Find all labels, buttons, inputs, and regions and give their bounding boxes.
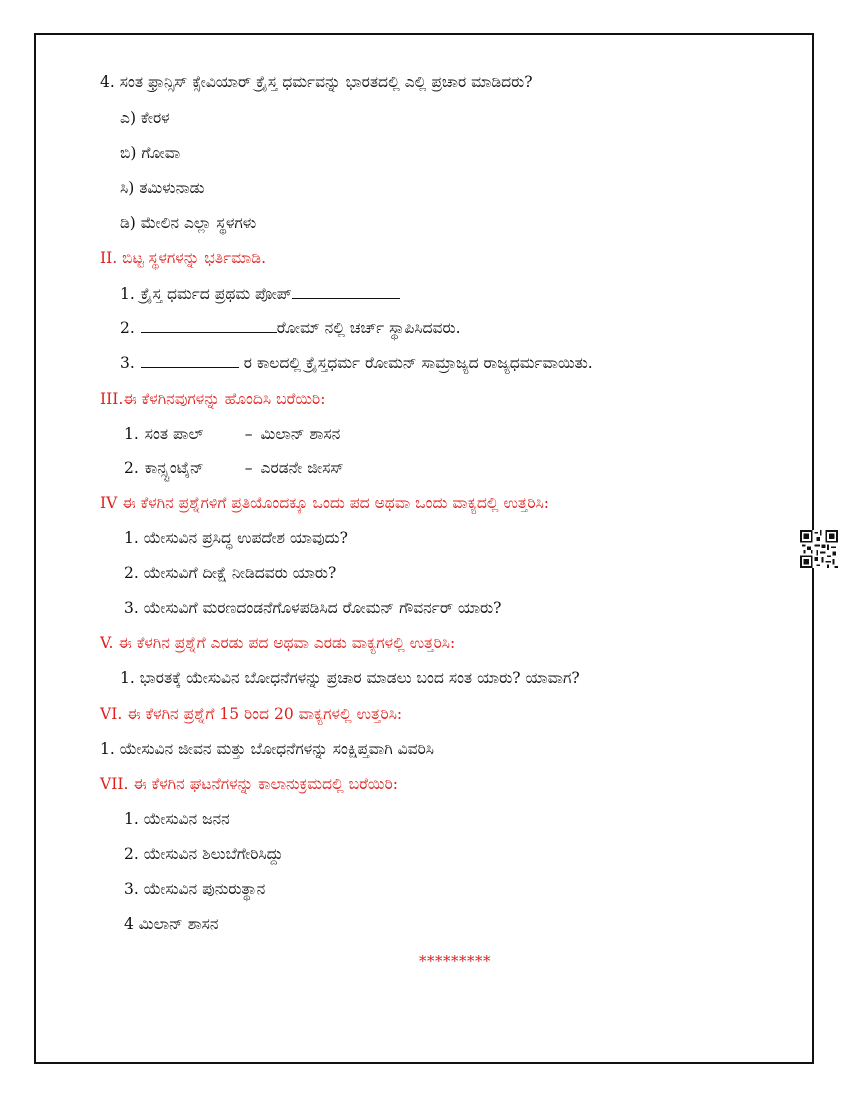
match-left: ಸಂತ ಪಾಲ್: [144, 425, 204, 443]
short-answer-item-1: 1. ಯೇಸುವಿನ ಪ್ರಸಿದ್ಧ ಉಪದೇಶ ಯಾವುದು?: [124, 529, 348, 547]
chronology-item-2: 2. ಯೇಸುವಿನ ಶಿಲುಬೆಗೇರಿಸಿದ್ದು: [124, 845, 284, 863]
qr-code-icon: [800, 530, 838, 568]
match-dash: –: [244, 459, 253, 477]
answer-blank[interactable]: [292, 284, 400, 299]
end-of-page-mark: *********: [419, 952, 491, 970]
item-number: 3.: [120, 354, 135, 372]
answer-blank[interactable]: [141, 353, 239, 368]
chronology-item-1: 1. ಯೇಸುವಿನ ಜನನ: [124, 810, 230, 828]
item-number: 1.: [120, 285, 135, 303]
short-answer-item-2: 2. ಯೇಸುವಿಗೆ ದೀಕ್ಷೆ ನೀಡಿದವರು ಯಾರು?: [124, 564, 337, 582]
match-item-2: [124, 458, 344, 478]
fill-text: ಕ್ರೈಸ್ತ ಧರ್ಮದ ಪ್ರಥಮ ಪೋಪ್: [140, 285, 292, 303]
section-2-heading: II. ಬಿಟ್ಟ ಸ್ಥಳಗಳನ್ನು ಭರ್ತಿಮಾಡಿ.: [100, 249, 266, 267]
fill-item-2: [120, 318, 461, 338]
chronology-item-3: 3. ಯೇಸುವಿನ ಪುನುರುತ್ಥಾನ: [124, 880, 266, 898]
section-3-heading: III.ಈ ಕೆಳಗಿನವುಗಳನ್ನು ಹೊಂದಿಸಿ ಬರೆಯಿರಿ:: [100, 390, 326, 408]
match-dash: –: [244, 425, 253, 443]
section-4-heading: IV ಈ ಕೆಳಗಿನ ಪ್ರಶ್ನೆಗಳಿಗೆ ಪ್ರತಿಯೊಂದಕ್ಕೂ ಒಂದು ಪದ ಅಥವಾ ಒಂದು ವಾಕ್ಯದಲ್ಲಿ ಉತ್ತರಿಸಿ:: [100, 494, 550, 512]
item-number: 2.: [124, 459, 139, 477]
item-number: 1.: [124, 425, 139, 443]
fill-item-3: [120, 353, 593, 373]
essay-item-1: 1. ಯೇಸುವಿನ ಜೀವನ ಮತ್ತು ಬೋಧನೆಗಳನ್ನು ಸಂಕ್ಷಿಪ್ತವಾಗಿ ವಿವರಿಸಿ: [100, 740, 434, 758]
short-answer-item-3: 3. ಯೇಸುವಿಗೆ ಮರಣದಂಡನೆಗೊಳಪಡಿಸಿದ ರೋಮನ್ ಗೌವರ್ನರ್ ಯಾರು?: [124, 599, 502, 617]
q4-option-c: ಸಿ) ತಮಿಳುನಾಡು: [120, 179, 205, 197]
match-right: ಎರಡನೇ ಜೀಸಸ್: [260, 459, 344, 477]
chronology-item-4: 4 ಮಿಲಾನ್ ಶಾಸನ: [124, 915, 219, 933]
section-5-heading: V. ಈ ಕೆಳಗಿನ ಪ್ರಶ್ನೆಗೆ ಎರಡು ಪದ ಅಥವಾ ಎರಡು ವಾಕ್ಯಗಳಲ್ಲಿ ಉತ್ತರಿಸಿ:: [100, 634, 456, 652]
answer-blank[interactable]: [141, 318, 277, 333]
match-right: ಮಿಲಾನ್ ಶಾಸನ: [260, 425, 341, 443]
q4-option-b: ಬಿ) ಗೋವಾ: [120, 144, 181, 162]
q4-option-d: ಡಿ) ಮೇಲಿನ ಎಲ್ಲಾ ಸ್ಥಳಗಳು: [120, 214, 257, 232]
fill-text: ರ ಕಾಲದಲ್ಲಿ ಕ್ರೈಸ್ತಧರ್ಮ ರೋಮನ್ ಸಾಮ್ರಾಜ್ಯದ ರಾಜ್ಯಧರ್ಮವಾಯಿತು.: [238, 354, 593, 372]
section-7-heading: VII. ಈ ಕೆಳಗಿನ ಘಟನೆಗಳನ್ನು ಕಾಲಾನುಕ್ರಮದಲ್ಲಿ ಬರೆಯಿರಿ:: [100, 775, 398, 793]
q4-option-a: ಎ) ಕೇರಳ: [120, 109, 170, 127]
match-item-1: [124, 424, 340, 444]
fill-text: ರೋಮ್ ನಲ್ಲಿ ಚರ್ಚ್ ಸ್ಥಾಪಿಸಿದವರು.: [276, 319, 461, 337]
fill-item-1: [120, 284, 400, 304]
section-6-heading: VI. ಈ ಕೆಳಗಿನ ಪ್ರಶ್ನೆಗೆ 15 ರಿಂದ 20 ವಾಕ್ಯಗಳಲ್ಲಿ ಉತ್ತರಿಸಿ:: [100, 705, 403, 723]
q4-question: 4. ಸಂತ ಫ್ರಾನ್ಸಿಸ್ ಕ್ಸೇವಿಯಾರ್ ಕ್ರೈಸ್ತ ಧರ್ಮವನ್ನು ಭಾರತದಲ್ಲಿ ಎಲ್ಲಿ ಪ್ರಚಾರ ಮಾಡಿದರು?: [100, 73, 533, 91]
item-number: 2.: [120, 319, 135, 337]
match-left: ಕಾನ್ಸ್ಟಂಟೈನ್: [144, 459, 204, 477]
two-sentence-item-1: 1. ಭಾರತಕ್ಕೆ ಯೇಸುವಿನ ಬೋಧನೆಗಳನ್ನು ಪ್ರಚಾರ ಮಾಡಲು ಬಂದ ಸಂತ ಯಾರು? ಯಾವಾಗ?: [120, 669, 580, 687]
